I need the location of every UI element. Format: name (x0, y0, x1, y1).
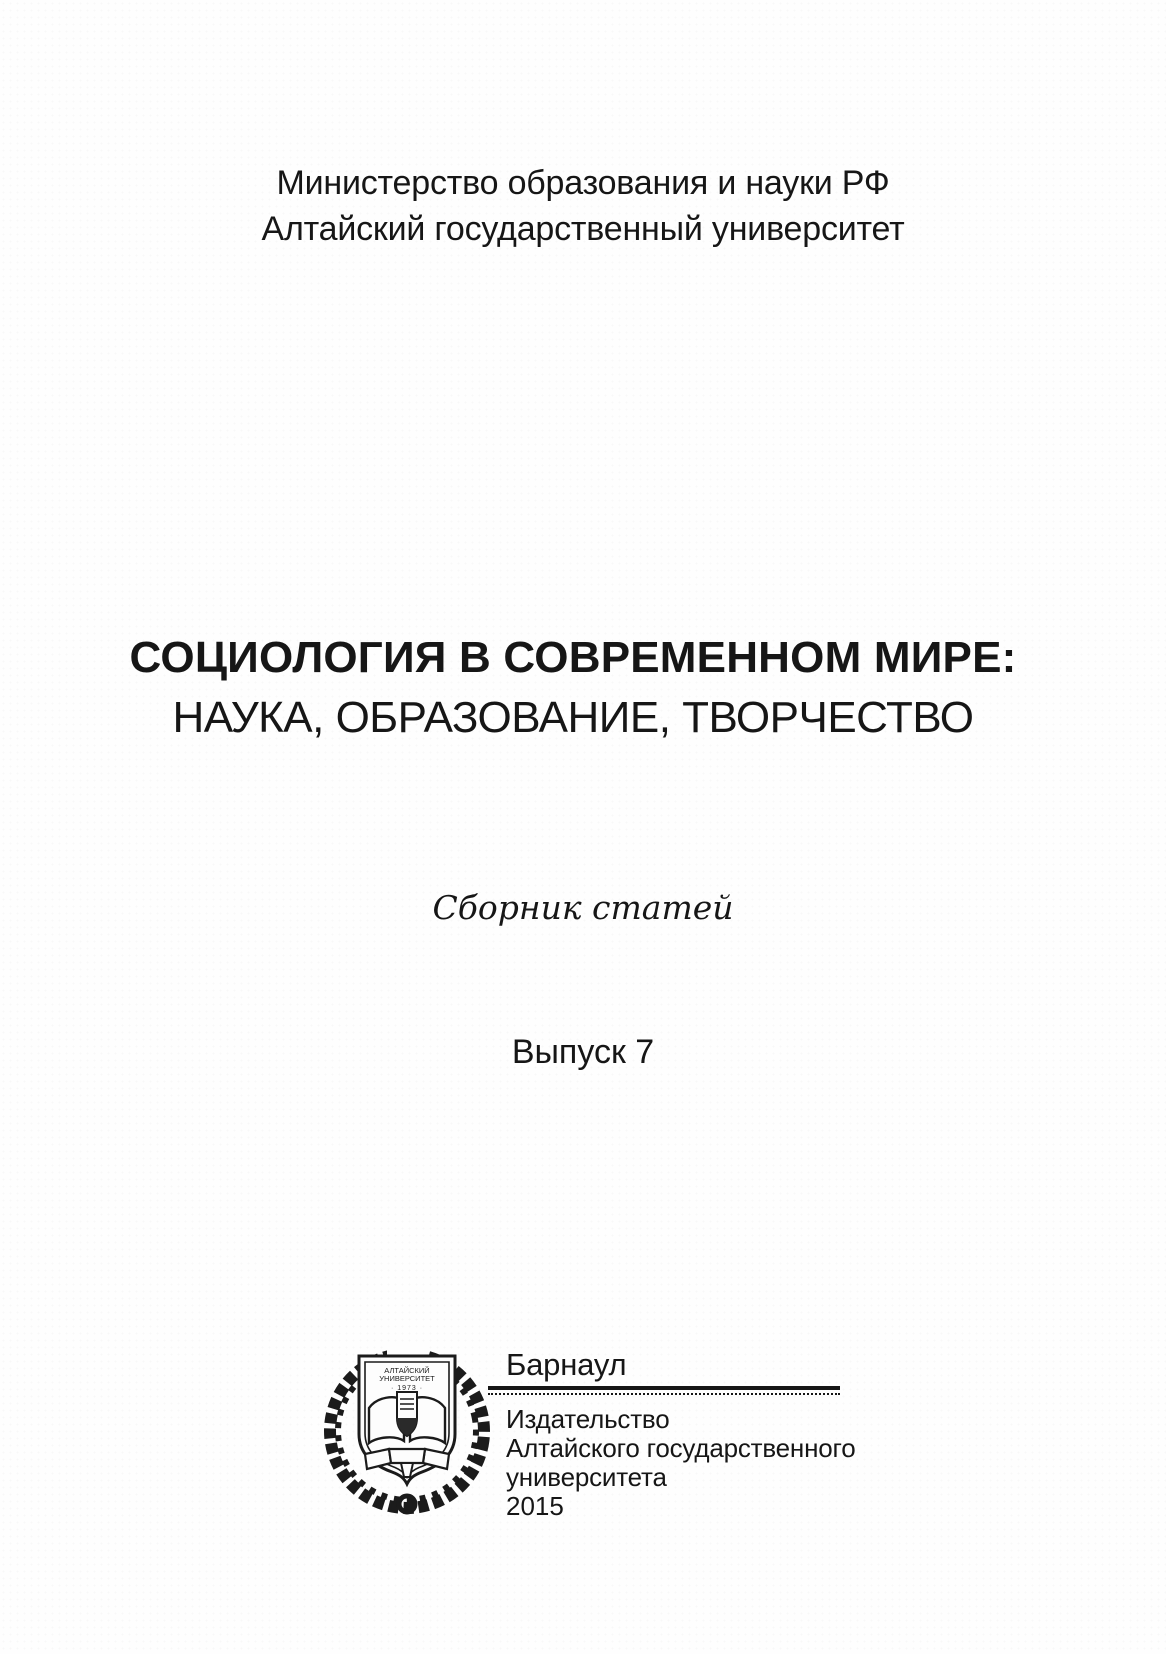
book-title (0, 628, 1146, 748)
university-emblem-icon (318, 1346, 496, 1518)
subtitle-collection: Сборник статей (432, 888, 734, 927)
ministry-line: Министерство образования и науки РФ (276, 164, 890, 202)
divider-thick-line (488, 1386, 840, 1390)
university-line: Алтайский государственный университет (261, 210, 905, 248)
imprint-block (506, 1347, 926, 1521)
imprint-publisher-line-3: университета (506, 1462, 667, 1492)
title-line-1: СОЦИОЛОГИЯ В СОВРЕМЕННОМ МИРЕ: (129, 633, 1017, 682)
imprint-divider (488, 1386, 840, 1395)
emblem-text-line-3: · 1973 · (390, 1385, 424, 1392)
ribbon-tail (401, 1463, 413, 1477)
imprint-year: 2015 (506, 1491, 564, 1521)
divider-thin-line (488, 1393, 840, 1395)
emblem-text-line-2: УНИВЕРСИТЕТ (379, 1374, 435, 1383)
ribbon-center (389, 1449, 425, 1463)
title-line-2: НАУКА, ОБРАЗОВАНИЕ, ТВОРЧЕСТВО (172, 693, 974, 742)
publisher-header (0, 160, 1166, 252)
imprint-city: Барнаул (506, 1347, 627, 1382)
imprint-publisher-line-2: Алтайского государственного (506, 1433, 856, 1463)
imprint-publisher-line-1: Издательство (506, 1404, 670, 1434)
issue-number: Выпуск 7 (511, 1033, 655, 1071)
emblem-text-line-1: АЛТАЙСКИЙ (384, 1366, 430, 1375)
